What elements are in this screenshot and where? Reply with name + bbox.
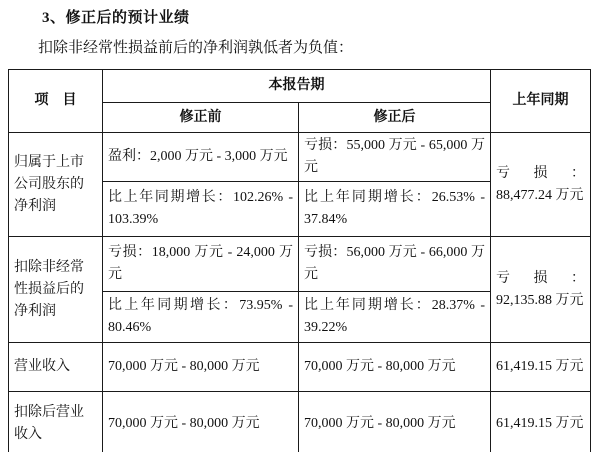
- net-profit-before-value: 盈利：2,000 万元 - 3,000 万元: [103, 133, 299, 182]
- row-label-deducted-revenue: 扣除后营业收入: [9, 392, 103, 452]
- table-row: [9, 133, 591, 182]
- row-label-operating-revenue: 营业收入: [9, 343, 103, 392]
- operating-revenue-before: 70,000 万元 - 80,000 万元: [103, 343, 299, 392]
- row-label-deducted-net-profit: 扣除非经常性损益后的净利润: [9, 237, 103, 343]
- row-label-net-profit: 归属于上市公司股东的净利润: [9, 133, 103, 237]
- operating-revenue-after: 70,000 万元 - 80,000 万元: [299, 343, 491, 392]
- header-same-period-last-year: 上年同期: [491, 70, 591, 133]
- deducted-net-profit-before-value: 亏损：18,000 万元 - 24,000 万元: [103, 237, 299, 292]
- deducted-net-profit-before-growth: 比上年同期增长：73.95% - 80.46%: [103, 292, 299, 343]
- document-page: [0, 9, 603, 452]
- header-after-revision: 修正后: [299, 103, 491, 133]
- table-row: [9, 392, 591, 452]
- net-profit-last-year: 亏损：88,477.24 万元: [491, 133, 591, 237]
- deducted-revenue-before: 70,000 万元 - 80,000 万元: [103, 392, 299, 452]
- header-item: 项 目: [9, 70, 103, 133]
- deducted-revenue-after: 70,000 万元 - 80,000 万元: [299, 392, 491, 452]
- deducted-net-profit-last-year: 亏损：92,135.88 万元: [491, 237, 591, 343]
- deducted-net-profit-after-growth: 比上年同期增长：28.37% - 39.22%: [299, 292, 491, 343]
- operating-revenue-last-year: 61,419.15 万元: [491, 343, 591, 392]
- net-profit-before-growth: 比上年同期增长：102.26% - 103.39%: [103, 182, 299, 237]
- forecast-table: [8, 69, 591, 452]
- intro-paragraph: 扣除非经常性损益前后的净利润孰低者为负值：: [38, 40, 354, 56]
- header-before-revision: 修正前: [103, 103, 299, 133]
- table-row: [9, 343, 591, 392]
- deducted-revenue-last-year: 61,419.15 万元: [491, 392, 591, 452]
- section-heading: 3、修正后的预计业绩: [42, 10, 190, 26]
- net-profit-after-growth: 比上年同期增长：26.53% - 37.84%: [299, 182, 491, 237]
- table-header-row-1: [9, 70, 591, 103]
- net-profit-after-value: 亏损：55,000 万元 - 65,000 万元: [299, 133, 491, 182]
- deducted-net-profit-after-value: 亏损：56,000 万元 - 66,000 万元: [299, 237, 491, 292]
- table-row: [9, 237, 591, 292]
- header-reporting-period: 本报告期: [103, 70, 491, 103]
